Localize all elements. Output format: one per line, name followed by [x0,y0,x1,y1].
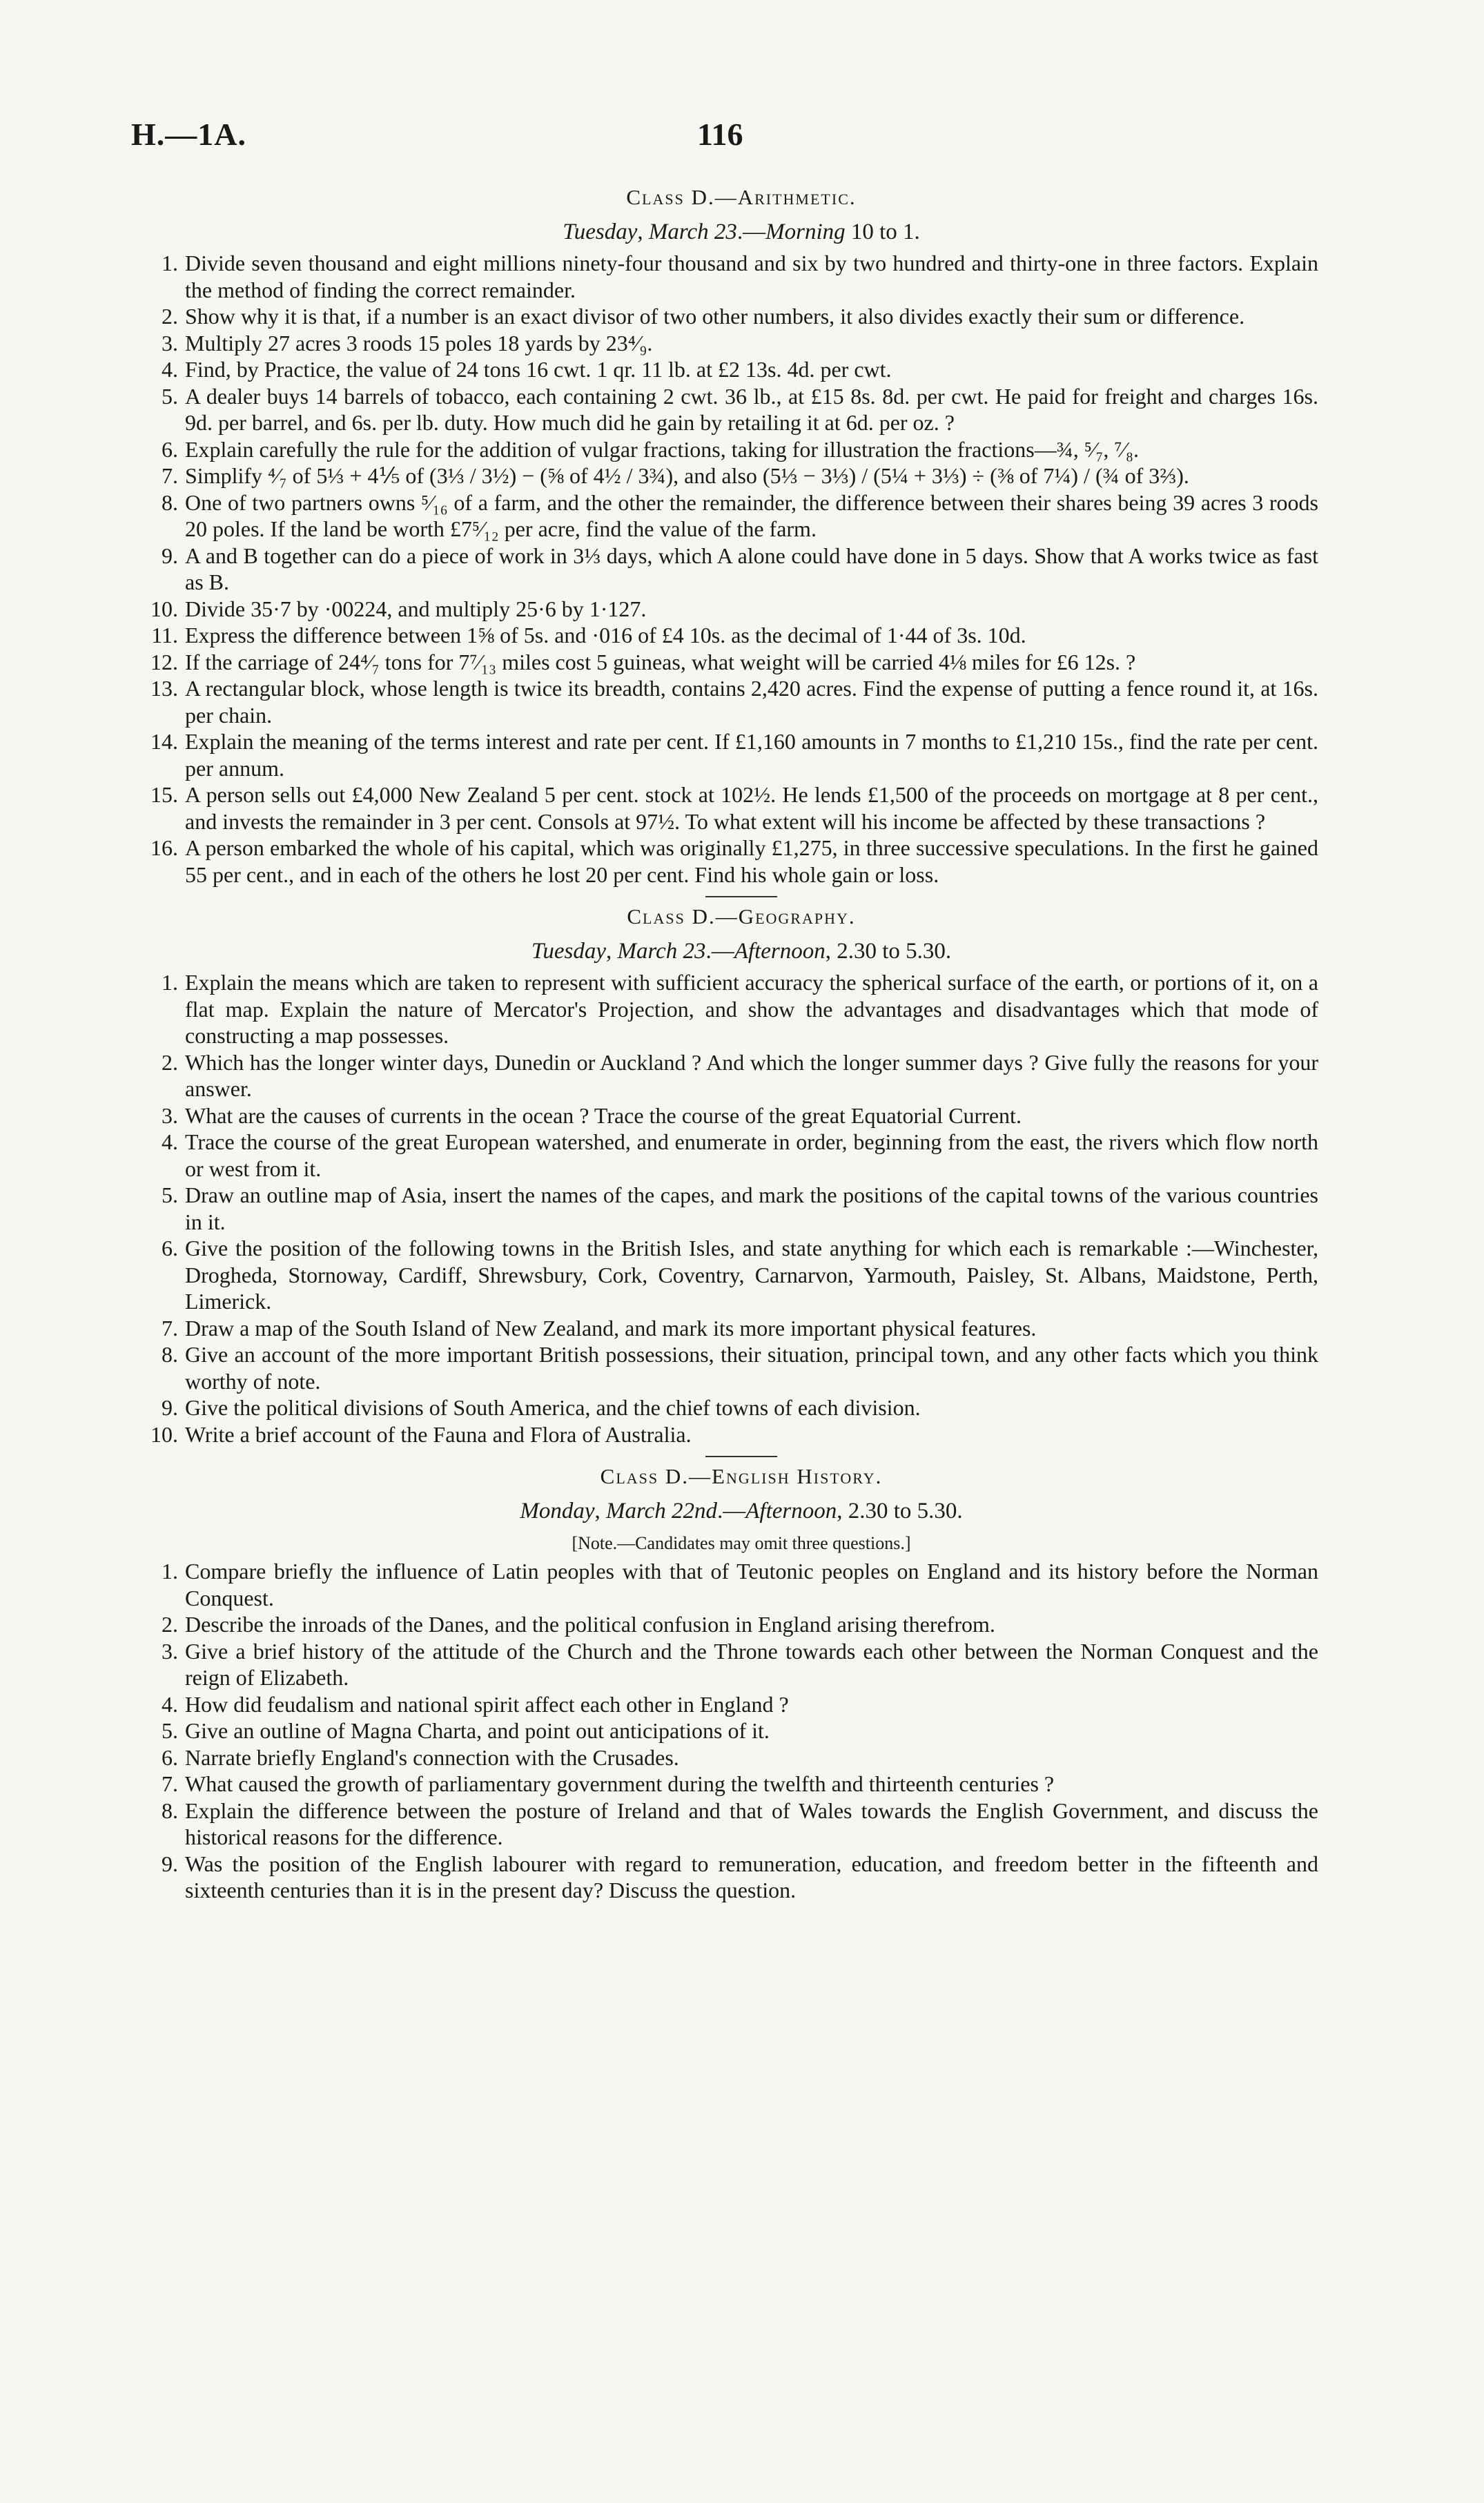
section-schedule: Tuesday, March 23.—Afternoon, 2.30 to 5.30. [531,939,952,964]
question-number: 8. [162,1342,178,1367]
schedule-day: Tuesday [563,220,638,244]
question-number: 6. [162,1236,178,1260]
section-geography [150,900,1318,1448]
question-text: Explain the meaning of the terms interest and rate per cent. If £1,160 amounts in 7 months to £1,210 15s., find the rate per cent. per annum. [185,729,1318,781]
schedule-session: Morning [765,220,846,244]
question-number: 2. [162,1612,178,1637]
question-text: What are the causes of currents in the ocean ? Trace the course of the great Equatorial Current. [185,1102,1022,1128]
question-item [164,1771,1318,1798]
question-number: 1. [162,1559,178,1584]
question-item [164,1129,1318,1182]
question-number: 6. [162,1744,178,1770]
question-item [164,1315,1318,1342]
question-number: 5. [162,383,178,409]
question-number: 4. [162,1129,178,1154]
question-number: 11. [151,623,178,647]
question-text: Show why it is that, if a number is an exact divisor of two other numbers, it also divides exactly their sum or difference. [185,304,1245,329]
question-text: Draw a map of the South Island of New Zealand, and mark its more important physical features. [185,1315,1037,1341]
question-item [150,675,1318,728]
question-text: A dealer buys 14 barrels of tobacco, each containing 2 cwt. 36 lb., at £15 8s. 8d. per cwt. He paid for freight and charges 16s. 9d. per barrel, and 6s. per lb. duty. How much did he gain by retailing it at 6d. per oz. ? [185,383,1318,435]
question-text: If the carriage of 24⁴⁄₇ tons for 7⁷⁄₁₃ miles cost 5 guineas, what weight will be carried 4⅛ miles for £6 12s. ? [185,649,1136,674]
question-item [151,622,1318,649]
question-item [164,303,1318,330]
schedule-session: Afternoon [734,939,826,964]
question-item [164,436,1318,463]
question-item [164,1851,1318,1904]
question-item [164,1717,1318,1744]
question-text: A person embarked the whole of his capital, which was originally £1,275, in three successive speculations. In the first he gained 55 per cent., and in each of the others he lost 20 per cent. Find his whole gain or loss. [185,835,1318,887]
question-number: 9. [162,543,178,568]
question-text: What caused the growth of parliamentary government during the twelfth and thirteenth centuries ? [185,1771,1055,1796]
paper-reference: H.—1A. [131,117,246,152]
schedule-date: March 22nd [605,1499,717,1523]
question-number: 3. [162,330,178,356]
question-item [164,1394,1318,1421]
question-number: 12. [150,649,178,674]
question-list [150,969,1318,1448]
question-item [164,330,1318,357]
section-schedule: Tuesday, March 23.—Morning 10 to 1. [563,220,920,244]
question-text: Narrate briefly England's connection with the Crusades. [185,1744,679,1770]
question-text: Give the position of the following towns in the British Isles, and state anything for which each is remarkable :—Winchester, Drogheda, Stornoway, Cardiff, Shrewsbury, Cork, Coventry, Carnarvon, Yarmouth, Paisley, St. Albans, Maidstone, Perth, Limerick. [185,1236,1318,1314]
question-text: A person sells out £4,000 New Zealand 5 per cent. stock at 102½. He lends £1,500 of the proceeds on mortgage at 8 per cent., and invests the remainder in 3 per cent. Consols at 97½. To what extent will his income be affected by these transactions ? [185,782,1318,834]
question-text: Multiply 27 acres 3 roods 15 poles 18 yards by 23⁴⁄₉. [185,330,653,356]
question-text: Explain carefully the rule for the addition of vulgar fractions, taking for illustration the fractions—¾, ⁵⁄₇, ⁷⁄₈. [185,436,1140,462]
question-number: 9. [162,1395,178,1420]
question-text: One of two partners owns ⁵⁄₁₆ of a farm, and the other the remainder, the difference between their shares being 39 acres 3 roods 20 poles. If the land be worth £7⁵⁄₁₂ per acre, find the value of the farm. [185,489,1318,541]
question-list [164,1558,1318,1904]
question-number: 6. [162,436,178,462]
question-item [164,543,1318,596]
question-item [150,596,1318,623]
question-text: A rectangular block, whose length is twice its breadth, contains 2,420 acres. Find the expense of putting a fence round it, at 16s. per chain. [185,676,1318,728]
question-number: 1. [162,251,178,275]
exam-content [150,181,1318,1904]
question-item [150,649,1318,676]
question-text: Give an account of the more important British possessions, their situation, principal town, and any other facts which you think worthy of note. [185,1342,1318,1394]
schedule-time: 10 to 1. [850,220,920,244]
question-number: 7. [162,1315,178,1341]
question-text: Give the political divisions of South America, and the chief towns of each division. [185,1395,921,1420]
question-text: Trace the course of the great European watershed, and enumerate in order, beginning from the east, the rivers which flow north or west from it. [185,1129,1318,1181]
section-title: Class D.—Geography. [627,904,856,928]
question-number: 2. [162,304,178,329]
schedule-date: March 23 [617,939,706,964]
question-text: A and B together can do a piece of work in 3⅓ days, which A alone could have done in 5 days. Show that A works twice as fast as B. [185,543,1318,594]
question-text: Divide 35·7 by ·00224, and multiply 25·6 by 1·127. [185,596,647,621]
question-text: Which has the longer winter days, Dunedin or Auckland ? And which the longer summer days ? Give fully the reasons for your answer. [185,1049,1318,1101]
question-text: Write a brief account of the Fauna and Flora of Australia. [185,1421,692,1447]
question-item [164,462,1318,489]
question-text: Give an outline of Magna Charta, and point out anticipations of it. [185,1718,770,1743]
question-item [164,1638,1318,1691]
question-number: 3. [162,1638,178,1664]
section-divider [705,896,777,897]
question-item [164,1744,1318,1771]
question-item [164,1182,1318,1235]
section-title: Class D.—English History. [600,1464,883,1488]
question-text: How did feudalism and national spirit affect each other in England ? [185,1691,789,1717]
question-number: 8. [162,1798,178,1823]
question-number: 3. [162,1102,178,1128]
question-number: 5. [162,1718,178,1743]
question-text: Simplify ⁴⁄₇ of 5⅓ + 4⅕ of (3⅓ / 3½) − (⅝ of 4½ / 3¾), and also (5⅓ − 3⅓) / (5¼ + 3⅓) ÷ (⅜ of 7¼) / (¾ of 3⅔). [185,463,1189,488]
question-number: 2. [162,1049,178,1075]
question-item [164,1049,1318,1102]
question-text: Compare briefly the influence of Latin peoples with that of Teutonic peoples on England and its history before the Norman Conquest. [185,1559,1318,1610]
question-item [150,781,1318,835]
question-number: 14. [150,729,178,754]
schedule-day: Monday [520,1499,595,1523]
question-text: Was the position of the English labourer with regard to remuneration, education, and freedom better in the fifteenth and sixteenth centuries than it is in the present day? Discuss the question. [185,1851,1318,1902]
question-number: 16. [150,835,178,860]
question-item [164,1341,1318,1394]
section-arithmetic [150,181,1318,888]
question-item [164,250,1318,303]
question-number: 13. [150,676,178,701]
question-item [164,1102,1318,1129]
question-number: 5. [162,1182,178,1207]
question-item [164,1558,1318,1611]
schedule-session: Afternoon [745,1499,837,1523]
question-number: 7. [162,463,178,488]
question-item [164,1691,1318,1718]
page-number: 116 [697,117,743,152]
question-item [164,1235,1318,1315]
section-title: Class D.—Arithmetic. [626,185,857,209]
section-divider [705,1456,777,1457]
question-text: Express the difference between 1⅝ of 5s. and ·016 of £4 10s. as the decimal of 1·44 of 3s. 10d. [185,623,1026,647]
question-item [150,728,1318,781]
question-item [150,1421,1318,1448]
question-item [164,1798,1318,1851]
question-text: Divide seven thousand and eight millions ninety-four thousand and six by two hundred and thirty-one in three factors. Explain the method of finding the correct remainder. [185,251,1318,302]
question-item [164,969,1318,1049]
question-number: 7. [162,1771,178,1796]
question-item [164,489,1318,543]
section-schedule: Monday, March 22nd.—Afternoon, 2.30 to 5.30. [520,1499,963,1523]
section-english-history [164,1460,1318,1904]
question-list [150,250,1318,888]
question-number: 9. [162,1851,178,1876]
question-number: 10. [150,1421,178,1447]
question-number: 4. [162,357,178,382]
schedule-time: 2.30 to 5.30. [848,1499,963,1523]
question-item [150,835,1318,888]
question-text: Find, by Practice, the value of 24 tons 16 cwt. 1 qr. 11 lb. at £2 13s. 4d. per cwt. [185,357,892,382]
question-item [164,1611,1318,1638]
question-number: 4. [162,1691,178,1717]
question-text: Draw an outline map of Asia, insert the names of the capes, and mark the positions of the capital towns of the various countries in it. [185,1182,1318,1234]
question-number: 15. [150,782,178,807]
question-text: Explain the difference between the posture of Ireland and that of Wales towards the English Government, and discuss the historical reasons for the difference. [185,1798,1318,1849]
schedule-day: Tuesday [531,939,606,964]
question-number: 1. [162,970,178,995]
schedule-date: March 23 [648,220,737,244]
schedule-time: 2.30 to 5.30. [837,939,952,964]
question-item [164,356,1318,383]
section-note: [Note.—Candidates may omit three questions.] [572,1533,911,1553]
question-text: Give a brief history of the attitude of the Church and the Throne towards each other between the Norman Conquest and the reign of Elizabeth. [185,1638,1318,1690]
question-text: Describe the inroads of the Danes, and the political confusion in England arising therefrom. [185,1612,995,1637]
question-number: 10. [150,596,178,621]
question-item [164,383,1318,436]
question-text: Explain the means which are taken to represent with sufficient accuracy the spherical surface of the earth, or portions of it, on a flat map. Explain the nature of Mercator's Projection, and show the advantages and disadvantages which that mode of constructing a map possesses. [185,970,1318,1048]
question-number: 8. [162,489,178,515]
